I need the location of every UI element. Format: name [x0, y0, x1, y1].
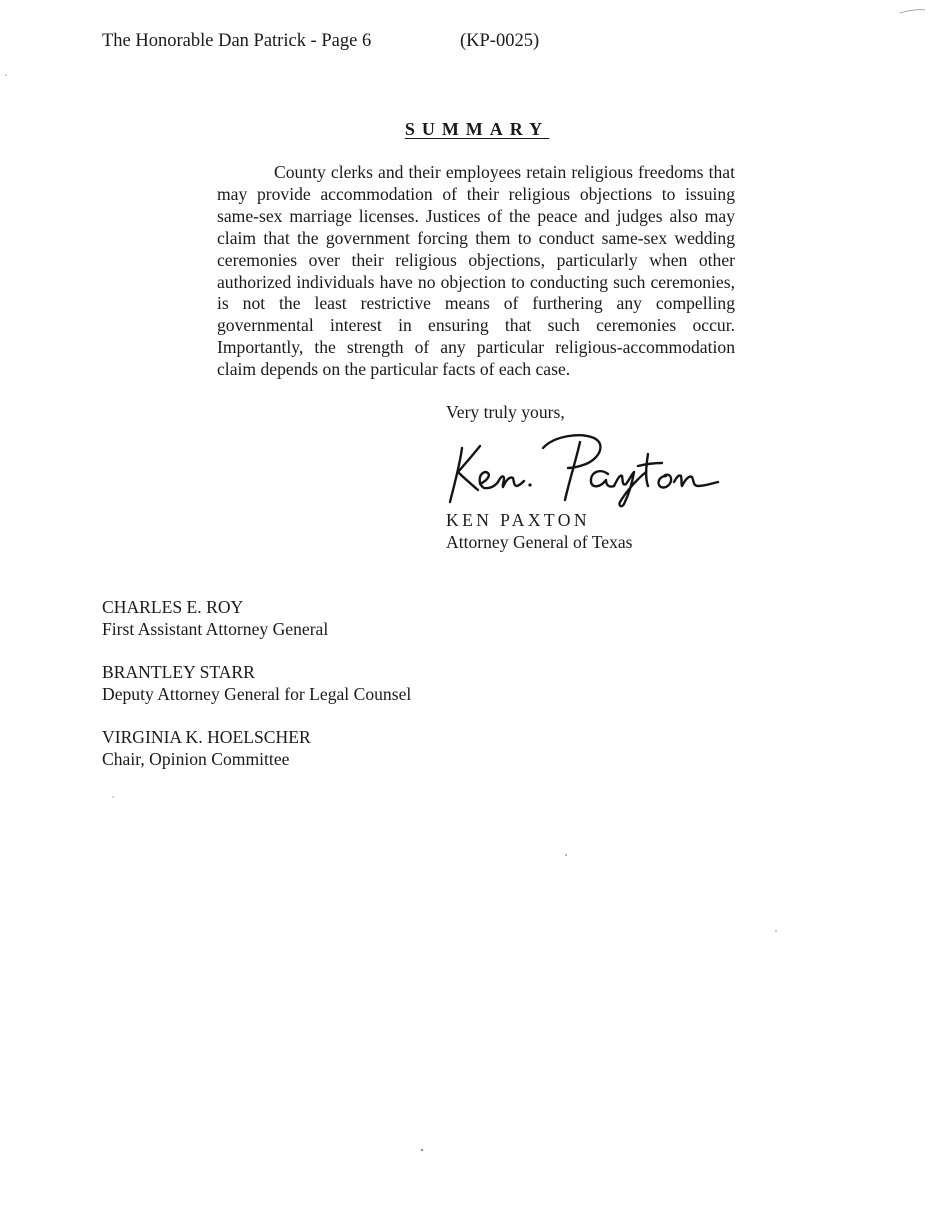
summary-paragraph: County clerks and their employees retain religious freedoms that may provide accommodation of their religious objections to issuing same-sex marriage licenses. Justices of the peace and judges also may claim that the government forcing them to conduct same-sex wedding ceremonies over their religious objections, particularly when other authorized individuals have no objection to conducting such ceremonies, is not the least restrictive means of furthering any compelling governmental interest in ensuring that such ceremonies occur. Importantly, the strength of any particular religious-accommodation claim depends on the particular facts of each case.	[217, 162, 735, 380]
staff-title: Deputy Attorney General for Legal Counsel	[102, 684, 412, 704]
staff-title: First Assistant Attorney General	[102, 619, 329, 639]
signer-name: KEN PAXTON	[446, 510, 590, 530]
staff-title: Chair, Opinion Committee	[102, 749, 290, 769]
scan-mark	[900, 10, 925, 13]
signer-title: Attorney General of Texas	[446, 532, 633, 552]
closing-salutation: Very truly yours,	[446, 402, 565, 422]
header-document-number: (KP-0025)	[460, 31, 540, 51]
staff-name: BRANTLEY STARR	[102, 662, 255, 682]
staff-name: VIRGINIA K. HOELSCHER	[102, 727, 311, 747]
staff-name: CHARLES E. ROY	[102, 597, 244, 617]
header-addressee-page: The Honorable Dan Patrick - Page 6	[102, 31, 372, 51]
scan-speck	[565, 854, 567, 856]
scan-speck	[775, 930, 777, 932]
scan-speck	[5, 74, 7, 76]
scan-speck	[112, 796, 113, 797]
scan-speck	[421, 1149, 424, 1152]
summary-heading: SUMMARY	[404, 119, 550, 139]
